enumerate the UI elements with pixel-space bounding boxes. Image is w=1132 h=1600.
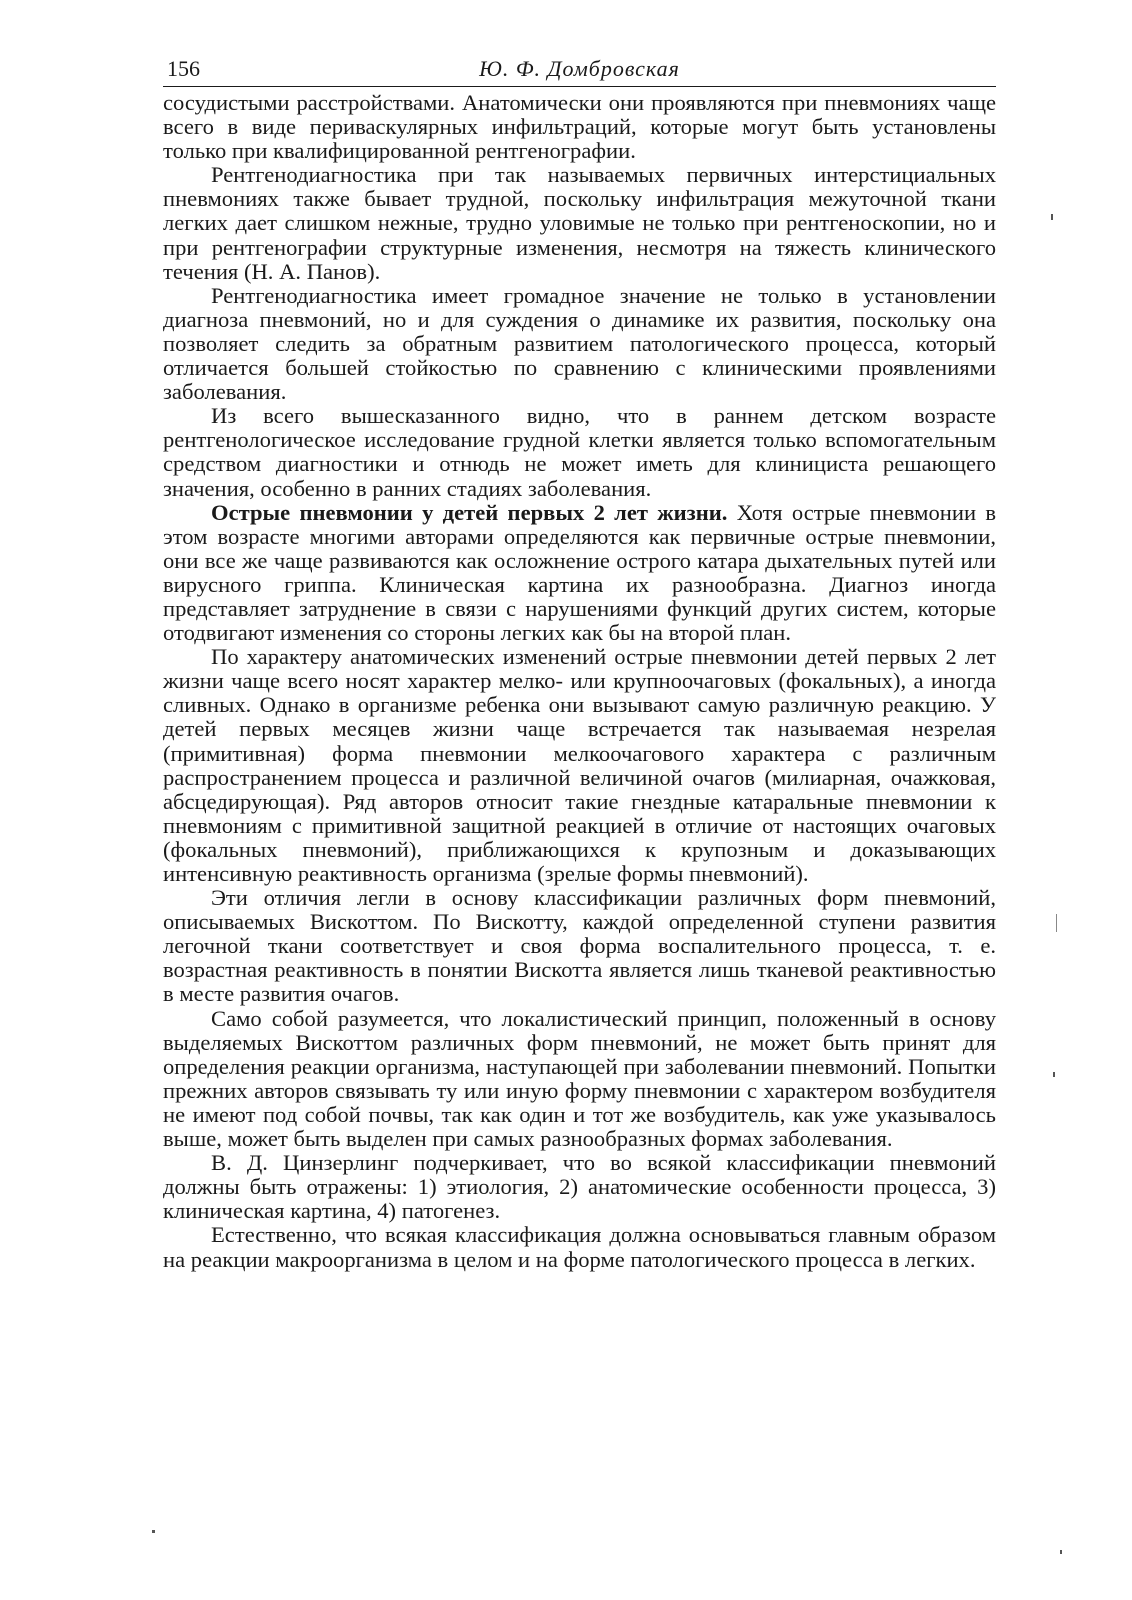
paragraph-text: По характеру анатомических изменений острые пневмонии детей первых 2 лет жизни чаще всего носят характер мелко- или крупноочаговых (фокальных), а иногда сливных. Однако в организме ребенка они вызывают самую различную реакцию. У детей первых месяцев жизни чаще встречается так называемая незрелая (примитивная) форма пневмонии мелкоочагового характера с различным распространением процесса и различной величиной очагов (милиарная, очажковая, абсцедирующая). Ряд авторов относит такие гнездные катаральные пневмонии к пневмониям с примитивной защитной реакцией в отличие от настоящих очаговых (фокальных пневмоний), приближающихся к крупозным и доказывающих интенсивную реактивность организма (зрелые формы пневмоний). [163,644,996,886]
paragraph-text: Естественно, что всякая классификация должна основываться главным образом на реакции макроорганизма в целом и на форме патологического процесса в легких. [163,1222,996,1272]
paragraph-text: Эти отличия легли в основу классификации различных форм пневмоний, описываемых Вискоттом. По Вискотту, каждой определенной ступени развития легочной ткани соответствует и своя форма воспалительного процесса, т. е. возрастная реактивность в понятии Вискотта является лишь тканевой реактивностью в месте развития очагов. [163,885,996,1007]
scan-speck [152,1530,155,1533]
page-number: 156 [167,56,200,81]
paragraph [163,1007,996,1152]
scan-speck [1051,214,1053,220]
scan-speck [1060,1550,1062,1554]
paragraph [163,1223,996,1271]
paragraph [163,501,996,646]
paragraph [163,1151,996,1223]
section-heading: Острые пневмонии у детей первых 2 лет жизни. [211,499,728,525]
paragraph-text: Рентгенодиагностика имеет громадное значение не только в установлении диагноза пневмоний, но и для суждения о динамике их развития, поскольку она позволяет следить за обратным развитием патологического процесса, который отличается большей стойкостью по сравнению с клиническими проявлениями заболевания. [163,282,996,405]
scan-speck [1056,914,1057,932]
paragraph [163,645,996,886]
paragraph [163,284,996,404]
paragraph [163,886,996,1006]
paragraph [163,404,996,500]
body-text [163,91,996,1272]
paragraph [163,91,996,163]
paragraph-text: Хотя острые пневмонии в этом возрасте многими авторами определяются как первичные острые пневмонии, они все же чаще развиваются как осложнение острого катара дыхательных путей или вирусного гриппа. Клиническая картина их разнообразна. Диагноз иногда представляет затруднение в связи с нарушениями функций других систем, которые отодвигают изменения со стороны легких как бы на второй план. [163,499,996,646]
scan-speck [1053,1072,1055,1077]
paragraph-text: В. Д. Цинзерлинг подчеркивает, что во всякой классификации пневмоний должны быть отражены: 1) этиология, 2) анатомические особенности процесса, 3) клиническая картина, 4) патогенез. [163,1150,996,1224]
running-head [163,52,996,87]
paragraph-text: Из всего вышесказанного видно, что в раннем детском возрасте рентгенологическое исследование грудной клетки является только вспомогательным средством диагностики и отнюдь не может иметь для клинициста решающего значения, особенно в ранних стадиях заболевания. [163,403,996,501]
paragraph-text: сосудистыми расстройствами. Анатомически они проявляются при пневмониях чаще всего в виде периваскулярных инфильтраций, которые могут быть установлены только при квалифицированной рентгенографии. [163,90,996,164]
paragraph-text: Само собой разумеется, что локалистический принцип, положенный в основу выделяемых Вискоттом различных форм пневмоний, не может быть принят для определения реакции организма, наступающей при заболевании пневмоний. Попытки прежних авторов связывать ту или иную форму пневмонии с характером возбудителя не имеют под собой почвы, так как один и тот же возбудитель, как уже указывалось выше, может быть выделен при самых разнообразных формах заболевания. [163,1005,996,1152]
paragraph [163,163,996,283]
paragraph-text: Рентгенодиагностика при так называемых первичных интерстициальных пневмониях также бывает трудной, поскольку инфильтрация межуточной ткани легких дает слишком нежные, трудно уловимые не только при рентгеноскопии, но и при рентгенографии структурные изменения, несмотря на тяжесть клинического течения (Н. А. Панов). [163,162,996,284]
book-page [163,52,996,1272]
running-title: Ю. Ф. Домбровская [479,56,680,81]
